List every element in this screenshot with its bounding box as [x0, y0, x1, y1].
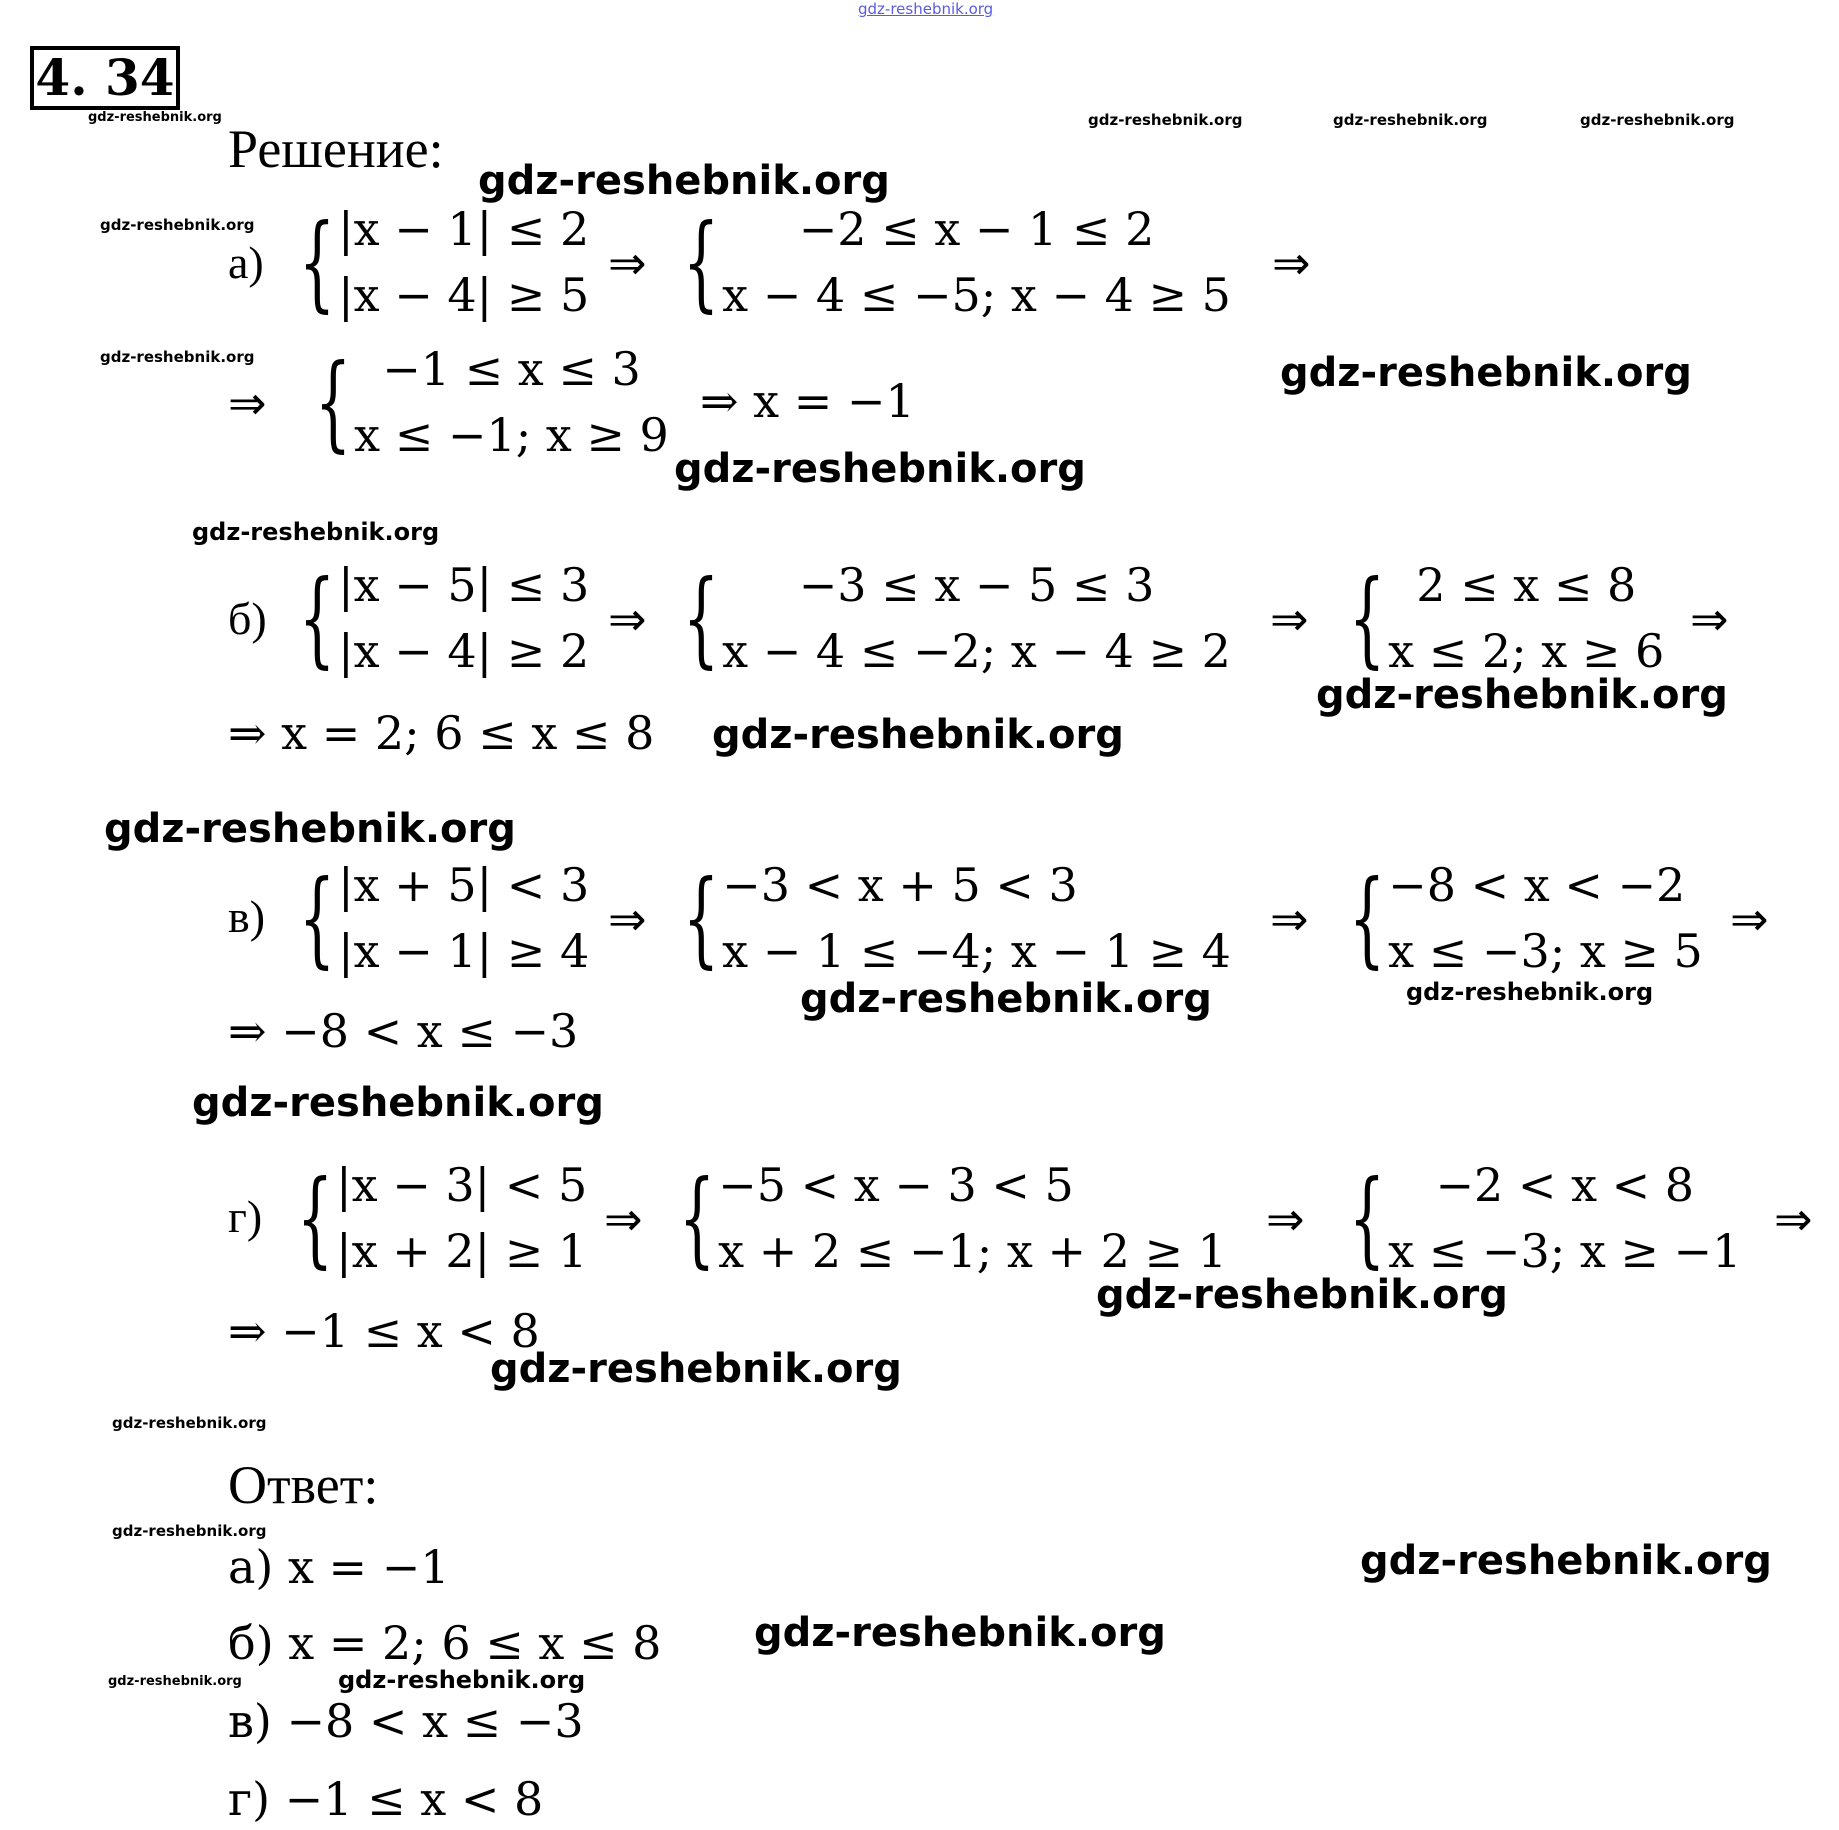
- answer-v: в) −8 < x ≤ −3: [228, 1694, 584, 1748]
- brace: {: [682, 201, 720, 323]
- part-v-system-3: [1334, 852, 1703, 984]
- brace: {: [298, 557, 336, 679]
- inequality: |x + 2| ≥ 1: [336, 1224, 588, 1278]
- brace: {: [682, 857, 720, 979]
- inequality: x − 1 ≤ −4; x − 1 ≥ 4: [722, 924, 1231, 978]
- watermark: gdz-reshebnik.org: [1406, 978, 1654, 1006]
- inequality: x ≤ 2; x ≥ 6: [1388, 624, 1665, 678]
- inequality: |x − 3| < 5: [336, 1158, 588, 1212]
- part-b-result: ⇒ x = 2; 6 ≤ x ≤ 8: [228, 706, 655, 760]
- inequality: |x − 1| ≥ 4: [338, 924, 590, 978]
- inequality: x ≤ −3; x ≥ 5: [1388, 924, 1703, 978]
- watermark: gdz-reshebnik.org: [100, 216, 255, 234]
- answer-b: б) x = 2; 6 ≤ x ≤ 8: [228, 1616, 662, 1670]
- inequality: x − 4 ≤ −5; x − 4 ≥ 5: [722, 268, 1231, 322]
- watermark: gdz-reshebnik.org: [754, 1610, 1166, 1656]
- watermark: gdz-reshebnik.org: [800, 976, 1212, 1022]
- inequality: x + 2 ≤ −1; x + 2 ≥ 1: [718, 1224, 1227, 1278]
- watermark: gdz-reshebnik.org: [674, 446, 1086, 492]
- part-v-system-1: [284, 852, 589, 984]
- part-g-system-1: [282, 1152, 587, 1284]
- brace: {: [298, 857, 336, 979]
- brace: {: [296, 1157, 334, 1279]
- part-a-system-3: [300, 336, 669, 468]
- watermark-top[interactable]: gdz-reshebnik.org: [858, 0, 994, 18]
- implies-arrow: ⇒: [608, 592, 647, 646]
- inequality: |x − 4| ≥ 5: [338, 268, 590, 322]
- watermark: gdz-reshebnik.org: [104, 806, 516, 852]
- inequality: x ≤ −3; x ≥ −1: [1388, 1224, 1742, 1278]
- watermark: gdz-reshebnik.org: [1280, 350, 1692, 396]
- part-b-label: б): [228, 593, 267, 644]
- implies-arrow: ⇒: [1266, 1192, 1305, 1246]
- implies-arrow: ⇒: [608, 892, 647, 946]
- watermark: gdz-reshebnik.org: [112, 1522, 267, 1540]
- implies-arrow: ⇒: [1270, 592, 1309, 646]
- problem-number: 4. 34: [30, 46, 180, 110]
- solution-heading: Решение:: [228, 119, 444, 179]
- watermark: gdz-reshebnik.org: [100, 348, 255, 366]
- inequality: |x − 5| ≤ 3: [338, 558, 590, 612]
- watermark: gdz-reshebnik.org: [192, 1080, 604, 1126]
- watermark: gdz-reshebnik.org: [1580, 111, 1735, 129]
- implies-arrow: ⇒: [1690, 592, 1729, 646]
- brace: {: [298, 201, 336, 323]
- answer-heading: Ответ:: [228, 1455, 379, 1515]
- part-g-label: г): [228, 1191, 263, 1242]
- inequality: |x + 5| < 3: [338, 858, 590, 912]
- watermark: gdz-reshebnik.org: [1096, 1272, 1508, 1318]
- part-a-system-1: [284, 196, 589, 328]
- inequality: −3 < x + 5 < 3: [722, 858, 1078, 912]
- part-v-label: в): [228, 891, 266, 942]
- part-a-result: ⇒ x = −1: [700, 374, 915, 428]
- watermark: gdz-reshebnik.org: [478, 158, 890, 204]
- brace: {: [314, 341, 352, 463]
- inequality: |x − 4| ≥ 2: [338, 624, 590, 678]
- brace: {: [682, 557, 720, 679]
- part-v-result: ⇒ −8 < x ≤ −3: [228, 1004, 579, 1058]
- inequality: −1 ≤ x ≤ 3: [382, 342, 641, 396]
- part-a-label: а): [228, 237, 264, 288]
- implies-arrow: ⇒: [1270, 892, 1309, 946]
- watermark: gdz-reshebnik.org: [490, 1346, 902, 1392]
- brace: {: [1348, 1157, 1386, 1279]
- inequality: −2 < x < 8: [1435, 1158, 1695, 1212]
- implies-arrow: ⇒: [608, 236, 647, 290]
- implies-arrow: ⇒: [1730, 892, 1769, 946]
- part-a-system-2: [668, 196, 1231, 328]
- watermark: gdz-reshebnik.org: [712, 712, 1124, 758]
- inequality: x − 4 ≤ −2; x − 4 ≥ 2: [722, 624, 1231, 678]
- part-g-result: ⇒ −1 ≤ x < 8: [228, 1304, 540, 1358]
- inequality: x ≤ −1; x ≥ 9: [354, 408, 669, 462]
- brace: {: [1348, 557, 1386, 679]
- part-v-system-2: [668, 852, 1231, 984]
- answer-g: г) −1 ≤ x < 8: [228, 1772, 544, 1826]
- watermark: gdz-reshebnik.org: [108, 1674, 242, 1689]
- part-b-system-1: [284, 552, 589, 684]
- implies-arrow: ⇒: [228, 376, 267, 430]
- inequality: −3 ≤ x − 5 ≤ 3: [798, 558, 1155, 612]
- inequality: |x − 1| ≤ 2: [338, 202, 590, 256]
- watermark: gdz-reshebnik.org: [112, 1414, 267, 1432]
- watermark: gdz-reshebnik.org: [1316, 672, 1728, 718]
- watermark: gdz-reshebnik.org: [88, 110, 222, 125]
- watermark: gdz-reshebnik.org: [1088, 111, 1243, 129]
- inequality: −5 < x − 3 < 5: [718, 1158, 1074, 1212]
- inequality: −8 < x < −2: [1388, 858, 1686, 912]
- part-b-system-2: [668, 552, 1231, 684]
- inequality: 2 ≤ x ≤ 8: [1416, 558, 1637, 612]
- watermark: gdz-reshebnik.org: [338, 1666, 586, 1694]
- watermark: gdz-reshebnik.org: [1333, 111, 1488, 129]
- part-g-system-3: [1334, 1152, 1741, 1284]
- inequality: −2 ≤ x − 1 ≤ 2: [798, 202, 1155, 256]
- watermark: gdz-reshebnik.org: [1360, 1538, 1772, 1584]
- part-b-system-3: [1334, 552, 1664, 684]
- implies-arrow: ⇒: [1272, 236, 1311, 290]
- brace: {: [678, 1157, 716, 1279]
- implies-arrow: ⇒: [1774, 1192, 1813, 1246]
- watermark: gdz-reshebnik.org: [192, 518, 440, 546]
- brace: {: [1348, 857, 1386, 979]
- part-g-system-2: [664, 1152, 1227, 1284]
- implies-arrow: ⇒: [604, 1192, 643, 1246]
- answer-a: а) x = −1: [228, 1540, 450, 1594]
